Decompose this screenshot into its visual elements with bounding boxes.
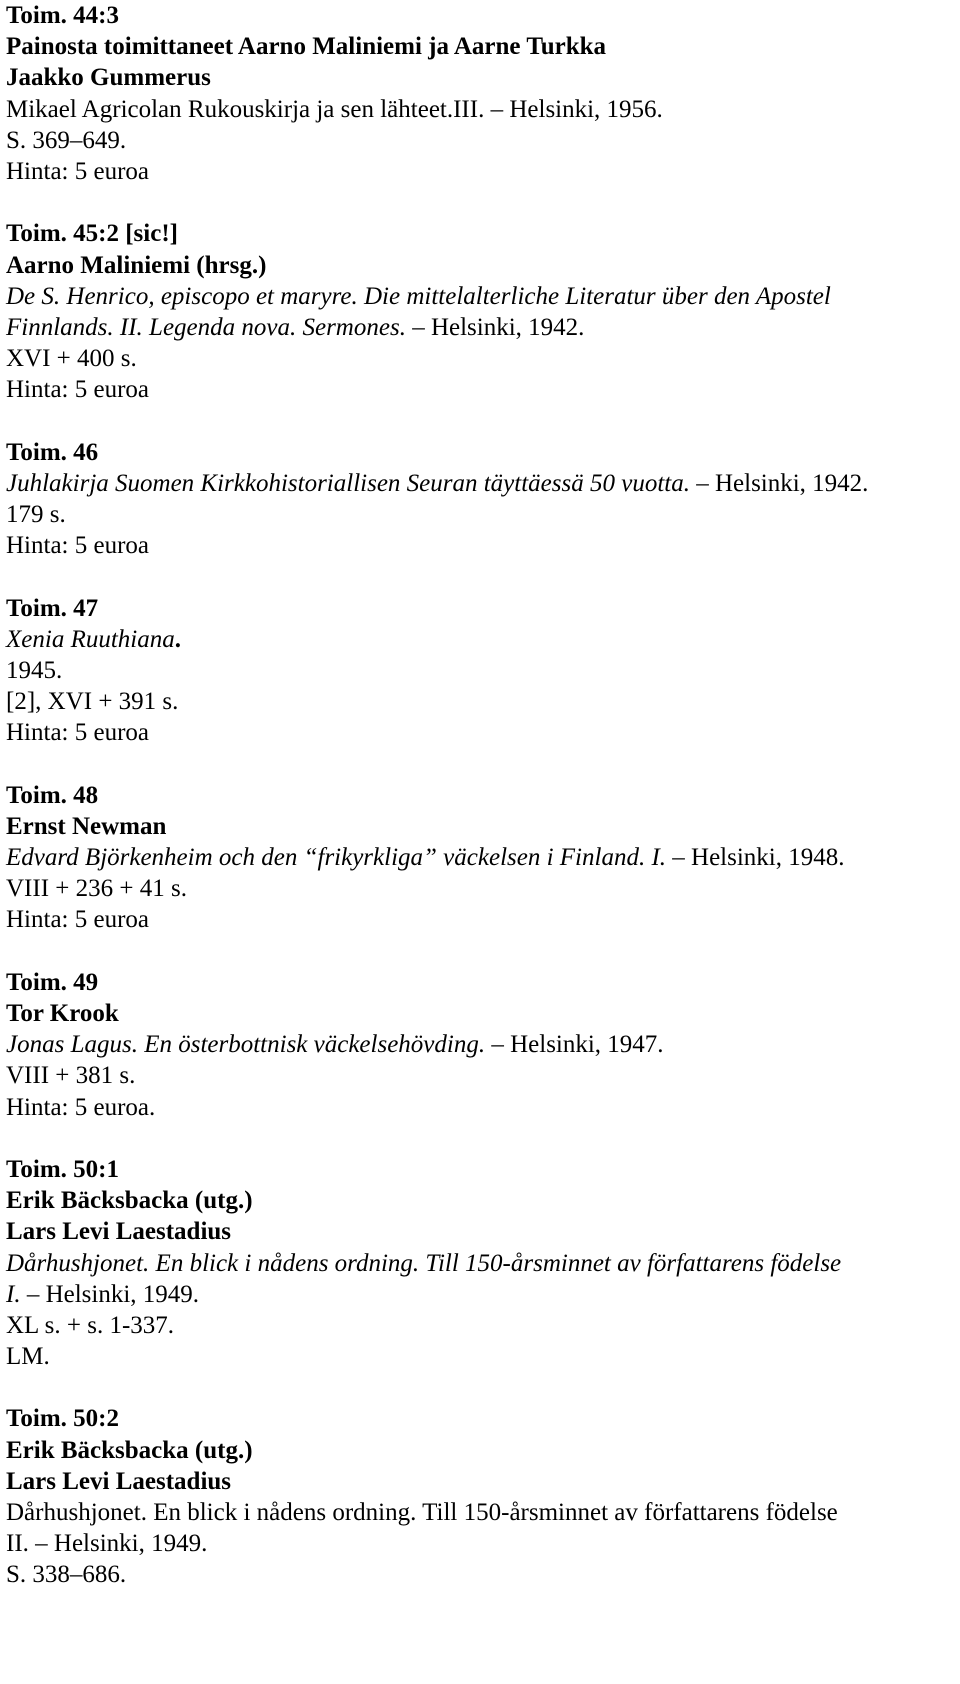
entry-line-segment: Finnlands. II. Legenda nova. Sermones. (6, 313, 406, 341)
catalog-entry-toim-45-2 (6, 218, 956, 405)
entry-line-segment: – Helsinki, 1956. (484, 95, 663, 123)
entry-separator (6, 1123, 956, 1154)
entry-line-segment: – Helsinki, 1949. (20, 1280, 200, 1308)
entry-line-segment: – Helsinki, 1942. (689, 469, 869, 497)
entry-line: De S. Henrico, episcopo et maryre. Die mittelalterliche Literatur über den Apostel (6, 282, 831, 310)
entry-line-segment: Jonas Lagus. En österbottnisk väckelsehövding. (6, 1031, 486, 1059)
entry-heading: Toim. 48 (6, 781, 99, 809)
entry-line (6, 468, 956, 499)
entry-line (6, 312, 956, 343)
entry-line (6, 1029, 956, 1060)
entry-heading: Toim. 44:3 (6, 2, 119, 29)
entry-line: VIII + 236 + 41 s. (6, 875, 187, 903)
entry-line: Lars Levi Laestadius (6, 1218, 232, 1246)
entry-line: [2], XVI + 391 s. (6, 688, 179, 716)
entry-separator (6, 936, 956, 967)
entry-line: Erik Bäcksbacka (utg.) (6, 1436, 253, 1464)
entry-line: Dårhushjonet. En blick i nådens ordning. Till 150-årsminnet av författarens födelse (6, 1499, 838, 1526)
entry-line: Painosta toimittaneet Aarno Maliniemi ja Aarne Turkka (6, 33, 606, 61)
catalog-entry-toim-44-3 (6, 0, 956, 187)
entry-line: VIII + 381 s. (6, 1062, 136, 1090)
entry-line (6, 624, 956, 655)
entry-line (6, 842, 956, 873)
entry-separator (6, 187, 956, 218)
entry-separator (6, 749, 956, 780)
entry-heading: Toim. 50:2 (6, 1405, 119, 1433)
entry-line (6, 1279, 956, 1310)
entry-line: XL s. + s. 1-337. (6, 1311, 175, 1339)
entry-line-segment: – Helsinki, 1942. (405, 313, 585, 341)
catalog-entry-toim-47 (6, 593, 956, 749)
catalog-entry-toim-50-2 (6, 1403, 956, 1590)
catalog-entry-toim-49 (6, 967, 956, 1123)
entry-heading: Toim. 50:1 (6, 1155, 119, 1183)
entry-line: S. 338–686. (6, 1561, 127, 1589)
entry-line-segment: – Helsinki, 1948. (666, 844, 845, 872)
entry-line: XVI + 400 s. (6, 345, 137, 373)
entry-line: Ernst Newman (6, 812, 167, 840)
entry-heading: Toim. 45:2 [sic!] (6, 220, 178, 248)
entry-line: Erik Bäcksbacka (utg.) (6, 1187, 253, 1215)
entry-line: Hinta: 5 euroa (6, 376, 150, 404)
entry-line (6, 94, 956, 125)
entry-line: II. – Helsinki, 1949. (6, 1530, 208, 1558)
entry-heading: Toim. 49 (6, 968, 99, 996)
entry-heading: Toim. 47 (6, 594, 99, 622)
catalog-entry-toim-48 (6, 780, 956, 936)
entry-line: LM. (6, 1343, 50, 1371)
entry-line-segment: . (174, 625, 181, 653)
entry-line-segment: I. (6, 1280, 21, 1308)
entry-line-segment: Xenia Ruuthiana (6, 625, 175, 653)
entry-line: Aarno Maliniemi (hrsg.) (6, 251, 267, 279)
entry-line-segment: Juhlakirja Suomen Kirkkohistoriallisen Seuran täyttäessä 50 vuotta. (6, 469, 690, 497)
catalog-page (6, 0, 956, 1591)
entry-line: Hinta: 5 euroa (6, 532, 150, 560)
entry-line-segment: Edvard Björkenheim och den “frikyrkliga” väckelsen i Finland. I. (6, 844, 667, 872)
entry-line: 1945. (6, 656, 63, 684)
catalog-entry-toim-46 (6, 437, 956, 562)
entry-line: S. 369–649. (6, 126, 127, 154)
entry-line: Lars Levi Laestadius (6, 1467, 232, 1495)
entry-heading: Toim. 46 (6, 438, 99, 466)
entry-separator (6, 561, 956, 592)
entry-line: Hinta: 5 euroa (6, 906, 150, 934)
entry-line: Dårhushjonet. En blick i nådens ordning. Till 150-årsminnet av författarens födelse (6, 1249, 842, 1277)
entry-line: 179 s. (6, 501, 66, 528)
catalog-entry-toim-50-1 (6, 1154, 956, 1372)
entry-line: Tor Krook (6, 1000, 119, 1027)
entry-line-segment: – Helsinki, 1947. (485, 1031, 664, 1059)
entry-line: Hinta: 5 euroa. (6, 1093, 156, 1121)
entry-separator (6, 405, 956, 436)
entry-line-segment: Mikael Agricolan Rukouskirja ja sen lähteet.III. (6, 95, 485, 123)
entry-line: Hinta: 5 euroa (6, 157, 150, 185)
entry-line: Hinta: 5 euroa (6, 719, 150, 747)
entry-line: Jaakko Gummerus (6, 64, 211, 92)
entry-separator (6, 1372, 956, 1403)
